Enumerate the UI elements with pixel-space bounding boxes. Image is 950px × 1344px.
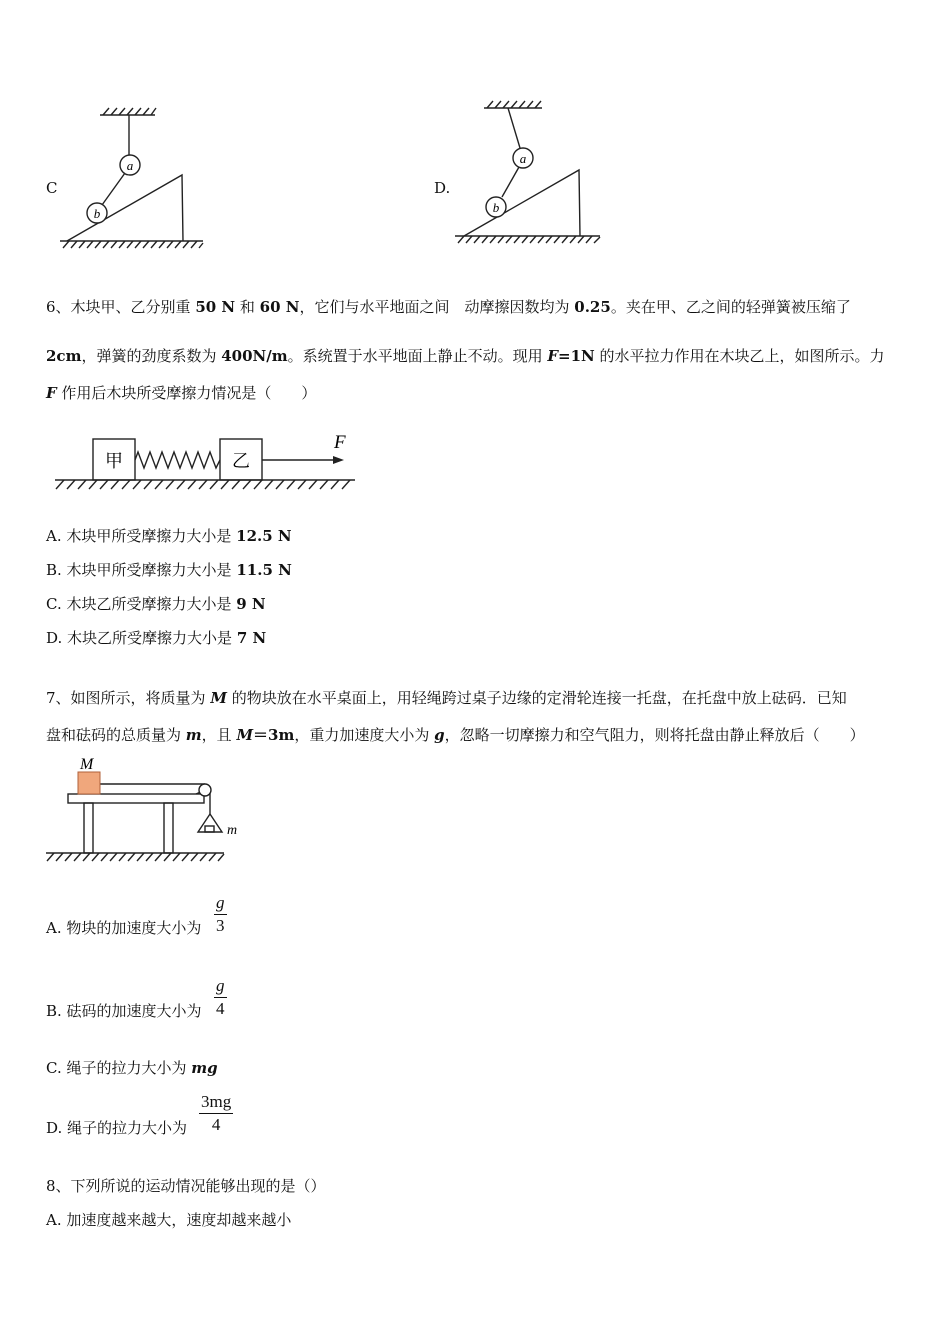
fraction-numerator: g [214, 893, 227, 915]
q7-text: ，重力加速度大小为 [294, 726, 435, 744]
block-yi-label: 乙 [232, 451, 250, 472]
ground-hatch [56, 480, 350, 489]
figure-c-incline [55, 105, 210, 250]
spring [135, 452, 220, 468]
q7-mass-symbol: M [236, 726, 254, 744]
q6-option-b[interactable] [46, 560, 292, 580]
option-text: D. 绳子的拉力大小为 [46, 1119, 188, 1137]
q7-option-c[interactable] [46, 1058, 218, 1078]
option-value: mg [191, 1059, 218, 1077]
block-jia-label: 甲 [105, 451, 123, 472]
ground-hatch [458, 236, 600, 243]
ball-a-label: a [126, 158, 134, 173]
fraction-numerator: 3mg [199, 1092, 233, 1114]
q6-weight-b: 60 N [259, 298, 300, 316]
q7-text: ，且 [201, 726, 237, 744]
tray [198, 814, 222, 832]
q6-text: 。夹在甲、乙之间的轻弹簧被压缩了 [610, 298, 851, 316]
q7-gravity-symbol: g [434, 726, 445, 744]
option-text: C. 木块乙所受摩擦力大小是 [46, 595, 237, 613]
q6-force-value: =1N [558, 347, 595, 365]
q6-option-c[interactable] [46, 594, 266, 614]
fraction-denominator: 4 [216, 999, 225, 1018]
q6-text: 的水平拉力作用在木块乙上，如图所示。力 [594, 347, 885, 365]
q7-mass-relation: ＝3m [253, 726, 295, 744]
string-connecting [502, 167, 519, 197]
fraction-denominator: 4 [211, 1115, 221, 1134]
q6-line2 [46, 346, 885, 366]
q6-compression: 2cm [46, 347, 82, 365]
q6-mu-value: 0.25 [574, 298, 611, 316]
ball-a-label: a [519, 151, 527, 166]
fraction-denominator: 3 [216, 916, 225, 935]
q6-line3 [46, 383, 316, 403]
q7-option-b-fraction [214, 976, 227, 1019]
ball-b-label: b [492, 200, 500, 215]
q7-option-d-fraction [199, 1092, 233, 1135]
option-value: 11.5 N [236, 561, 292, 579]
q7-mass-symbol: M [210, 689, 227, 707]
option-text: D. 木块乙所受摩擦力大小是 [46, 629, 237, 647]
option-text: A. 木块甲所受摩擦力大小是 [46, 527, 237, 545]
option-c-label: C [46, 179, 58, 197]
q7-text: ，忽略一切摩擦力和空气阻力，则将托盘由静止释放后（ ） [444, 726, 865, 744]
option-text: C. 绳子的拉力大小为 [46, 1059, 192, 1077]
q7-text: 7、如图所示，将质量为 [46, 689, 211, 707]
string-connecting [102, 173, 125, 205]
q6-weight-a: 50 N [195, 298, 236, 316]
q6-text: 和 [235, 298, 260, 316]
option-text: B. 砝码的加速度大小为 [46, 1002, 202, 1020]
q7-mass-symbol: m [185, 726, 202, 744]
q6-text: 作用后木块所受摩擦力情况是（ ） [56, 384, 317, 402]
ground-hatch [63, 241, 203, 248]
table-top [68, 794, 204, 803]
option-d-label: D. [434, 179, 451, 197]
q7-option-d[interactable] [46, 1118, 187, 1138]
option-text: B. 木块甲所受摩擦力大小是 [46, 561, 237, 579]
q7-line2 [46, 725, 865, 745]
q6-force-symbol: F [547, 347, 559, 365]
q6-force-symbol: F [46, 384, 57, 402]
ceiling-hatch [103, 108, 156, 115]
tray-m-label: m [227, 823, 238, 838]
ground-hatch [47, 853, 224, 861]
q6-text: 。系统置于水平地面上静止不动。现用 [287, 347, 548, 365]
q6-text: 6、木块甲、乙分别重 [46, 298, 196, 316]
force-arrow-head [333, 456, 344, 464]
pulley [199, 784, 211, 796]
q6-text: ，弹簧的劲度系数为 [81, 347, 222, 365]
block-m-label: M [80, 756, 94, 773]
option-value: 12.5 N [236, 527, 292, 545]
option-value: 7 N [236, 629, 267, 647]
q6-figure-blocks-spring [50, 425, 360, 497]
incline [67, 175, 183, 241]
ball-b-label: b [93, 206, 101, 221]
table-leg-right [164, 803, 173, 853]
incline [464, 170, 580, 236]
q6-option-d[interactable] [46, 628, 266, 648]
q7-text: 盘和砝码的总质量为 [46, 726, 186, 744]
table-leg-left [84, 803, 93, 853]
option-text: A. 物块的加速度大小为 [46, 919, 202, 937]
q7-figure-table-pulley [44, 752, 249, 866]
q6-line1 [46, 297, 851, 317]
q7-text: 的物块放在水平桌面上，用轻绳跨过桌子边缘的定滑轮连接一托盘，在托盘中放上砝码．已知 [226, 689, 847, 707]
q6-text: ，它们与水平地面之间 动摩擦因数均为 [299, 298, 575, 316]
fraction-numerator: g [214, 976, 227, 998]
option-value: 9 N [236, 595, 266, 613]
q7-line1 [46, 688, 847, 708]
q6-spring-constant: 400N/m [221, 347, 288, 365]
q8-option-a[interactable]: A. 加速度越来越大，速度却越来越小 [46, 1211, 292, 1229]
block-m-big [78, 772, 100, 794]
string-angled [508, 108, 520, 148]
figure-d-incline [452, 96, 607, 246]
force-label: F [334, 432, 346, 453]
q7-option-b[interactable] [46, 1001, 202, 1021]
q8-stem: 8、下列所说的运动情况能够出现的是（） [46, 1177, 326, 1195]
q7-option-a[interactable] [46, 918, 201, 938]
ceiling-hatch [487, 101, 541, 108]
q7-option-a-fraction [214, 893, 227, 936]
q6-option-a[interactable] [46, 526, 292, 546]
